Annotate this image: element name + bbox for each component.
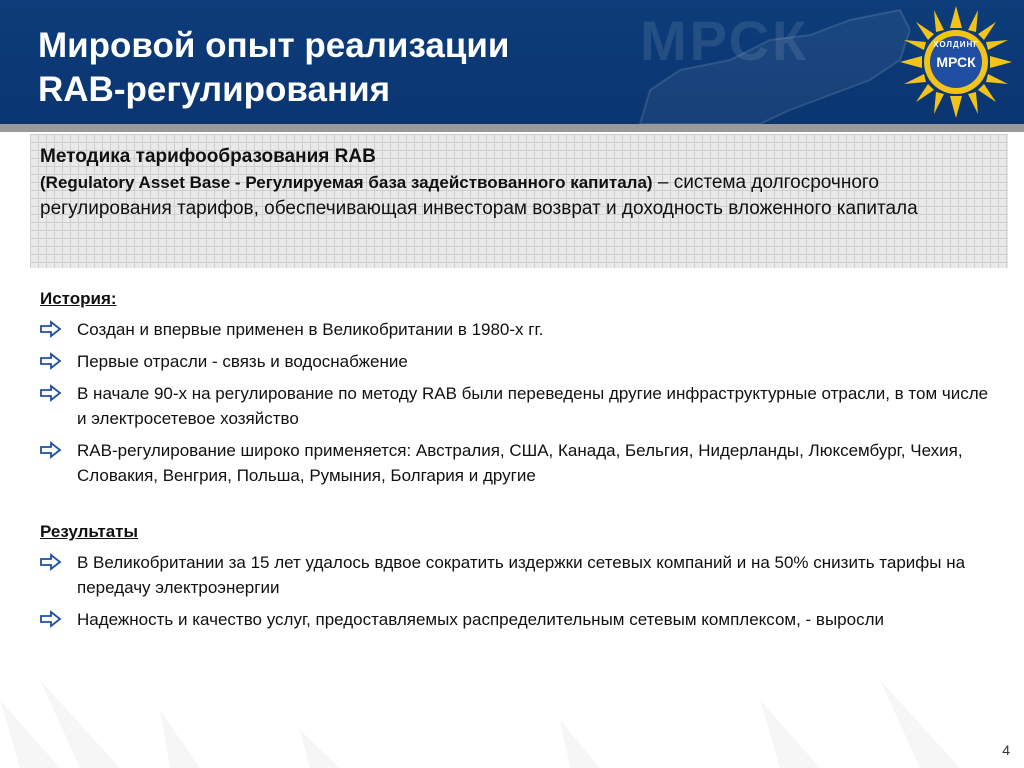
- arrow-right-icon: [40, 440, 62, 460]
- history-section: [40, 287, 1000, 495]
- definition-bold-part: (Regulatory Asset Base - Регулируемая база задействованного капитала): [40, 173, 653, 192]
- list-item: [40, 438, 1000, 488]
- header-divider: [0, 124, 1024, 132]
- list-item-text: RAB-регулирование широко применяется: Австралия, США, Канада, Бельгия, Нидерланды, Люксембург, Чехия, Словакия, Венгрия, Польша, Румыния, Болгария и другие: [77, 441, 963, 485]
- slide-header: [0, 0, 1024, 124]
- arrow-right-icon: [40, 319, 62, 339]
- arrow-right-icon: [40, 609, 62, 629]
- page-number: 4: [1002, 742, 1010, 758]
- list-item-text: Создан и впервые применен в Великобритании в 1980-х гг.: [77, 320, 544, 339]
- arrow-right-icon: [40, 383, 62, 403]
- list-item-text: Надежность и качество услуг, предоставляемых распределительным сетевым комплексом, - выросли: [77, 610, 885, 629]
- list-item-text: В Великобритании за 15 лет удалось вдвое сократить издержки сетевых компаний и на 50% снизить тарифы на передачу электроэнергии: [77, 553, 966, 597]
- definition-title: Методика тарифообразования RAB: [40, 146, 376, 167]
- list-item: [40, 550, 1000, 600]
- logo-name: МРСК: [936, 54, 976, 70]
- list-item: [40, 381, 1000, 431]
- definition-box: [30, 134, 1008, 268]
- definition-rest: – система долгосрочного регулирования тарифов, обеспечивающая инвесторам возврат и доходность вложенного капитала: [40, 172, 918, 219]
- title-line-2: RAB-регулирования: [38, 70, 391, 109]
- slide-title: [38, 24, 509, 112]
- arrow-right-icon: [40, 552, 62, 572]
- header-watermark-text: МРСК: [640, 9, 810, 72]
- definition-text: [40, 170, 998, 222]
- list-item-text: В начале 90-х на регулирование по методу RAB были переведены другие инфраструктурные отрасли, в том числе и электросетевое хозяйство: [77, 384, 989, 428]
- results-section: [40, 520, 1000, 639]
- company-logo: [898, 4, 1014, 120]
- list-item-text: Первые отрасли - связь и водоснабжение: [77, 352, 408, 371]
- history-heading: История:: [40, 289, 117, 308]
- results-heading: Результаты: [40, 522, 139, 541]
- arrow-right-icon: [40, 351, 62, 371]
- logo-caption: ХОЛДИНГ: [933, 40, 979, 49]
- list-item: [40, 349, 1000, 374]
- rays-watermark-icon: [0, 640, 1024, 768]
- title-line-1: Мировой опыт реализации: [38, 26, 510, 65]
- list-item: [40, 317, 1000, 342]
- list-item: [40, 607, 1000, 632]
